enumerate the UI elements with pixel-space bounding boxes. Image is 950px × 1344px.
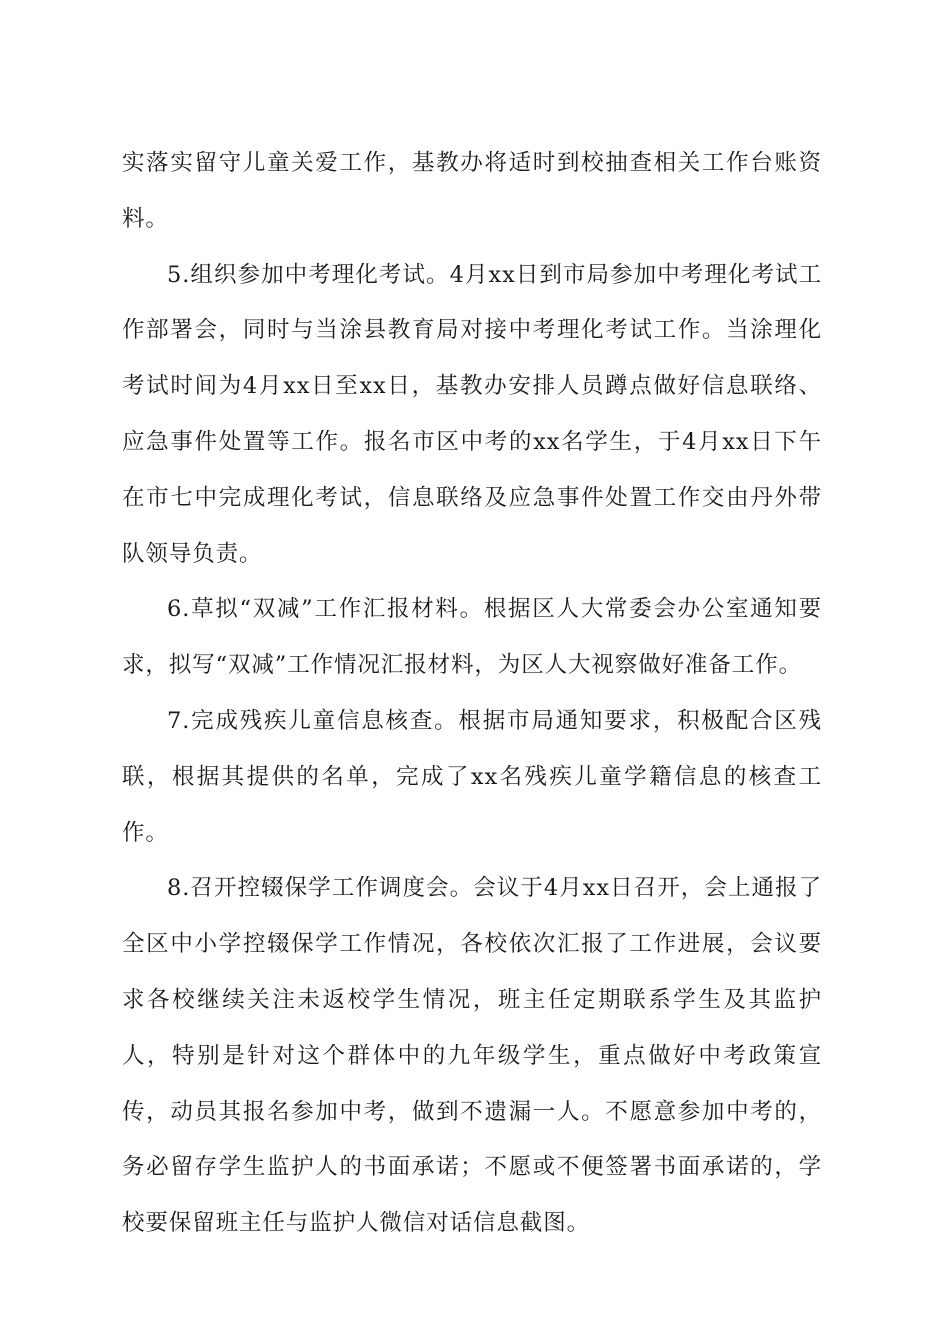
paragraph-item-8: 8.召开控辍保学工作调度会。会议于4月xx日召开，会上通报了全区中小学控辍保学工作情况，各校依次汇报了工作进展，会议要求各校继续关注未返校学生情况，班主任定期联系学生及其监护人，特别是针对这个群体中的九年级学生，重点做好中考政策宣传，动员其报名参加中考，做到不遗漏一人。不愿意参加中考的，务必留存学生监护人的书面承诺；不愿或不便签署书面承诺的，学校要保留班主任与监护人微信对话信息截图。 (122, 875, 822, 1237)
paragraph-continuation: 实落实留守儿童关爱工作，基教办将适时到校抽查相关工作台账资料。 (122, 150, 822, 232)
paragraph-item-7: 7.完成残疾儿童信息核查。根据市局通知要求，积极配合区残联，根据其提供的名单，完成了xx名残疾儿童学籍信息的核查工作。 (122, 707, 822, 846)
paragraph-item-6: 6.草拟“双减”工作汇报材料。根据区人大常委会办公室通知要求，拟写“双减”工作情况汇报材料，为区人大视察做好准备工作。 (122, 596, 822, 679)
document-body (122, 136, 822, 1252)
paragraph-item-5: 5.组织参加中考理化考试。4月xx日到市局参加中考理化考试工作部署会，同时与当涂县教育局对接中考理化考试工作。当涂理化考试时间为4月xx日至xx日，基教办安排人员蹲点做好信息联络、应急事件处置等工作。报名市区中考的xx名学生，于4月xx日下午在市七中完成理化考试，信息联络及应急事件处置工作交由丹外带队领导负责。 (122, 261, 822, 567)
